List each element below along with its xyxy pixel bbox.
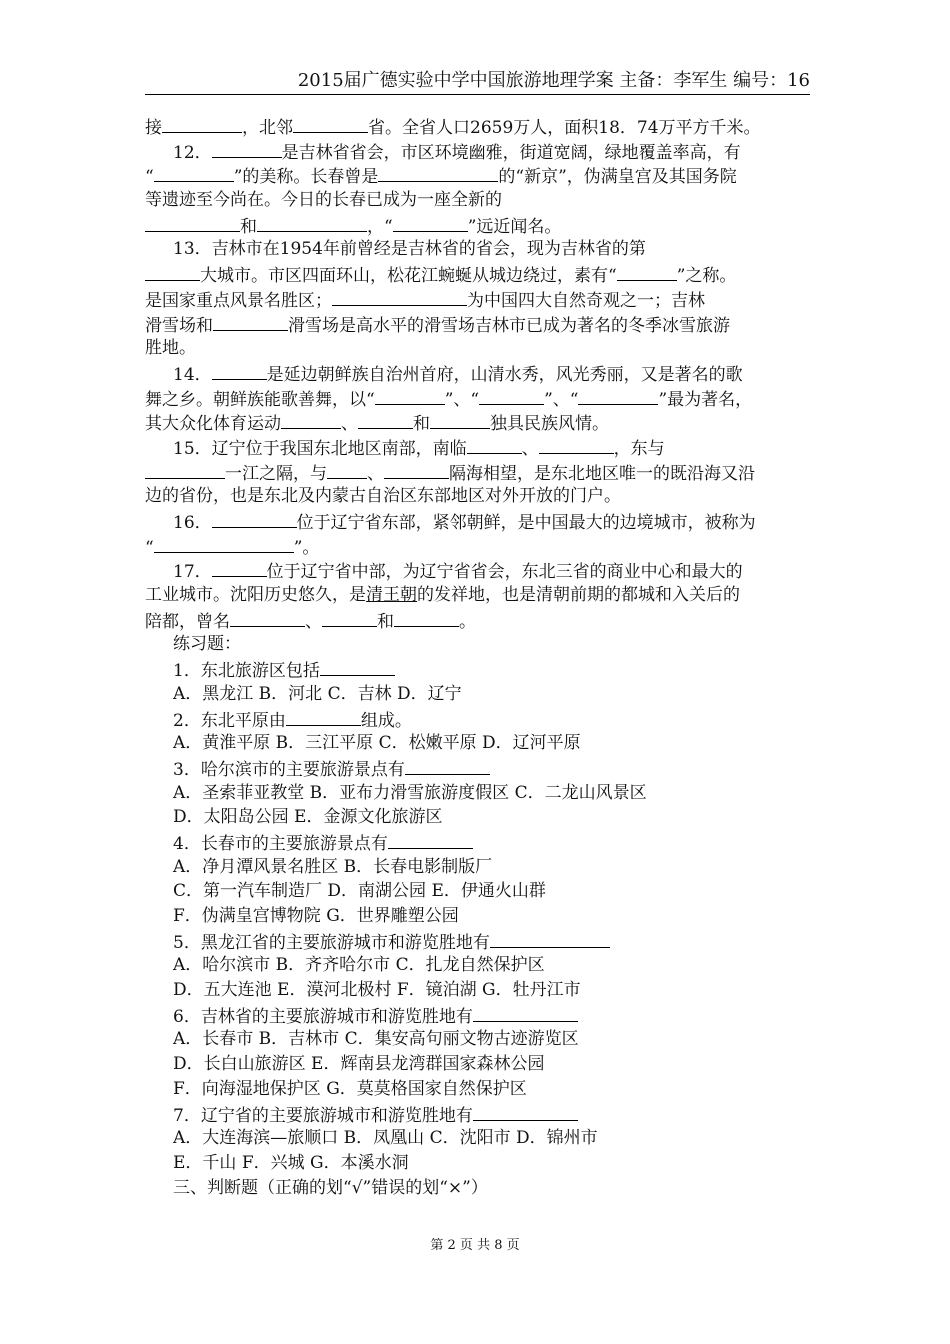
line-text: D．太阳岛公园 E．金源文化旅游区 <box>173 807 443 828</box>
text-line <box>145 312 810 337</box>
line-text: 是国家重点风景名胜区； <box>145 290 332 311</box>
fill-blank[interactable] <box>473 1003 578 1022</box>
fill-blank[interactable] <box>393 213 468 232</box>
fill-blank[interactable] <box>145 460 225 479</box>
line-text: 省。全省人口2659万人，面积18．74万平方千米。 <box>368 118 761 138</box>
fill-blank[interactable] <box>212 509 297 528</box>
line-text: 位于辽宁省中部，为辽宁省省会，东北三省的商业中心和最大的 <box>266 562 743 583</box>
line-text: D．五大连池 E．漠河北极村 F．镜泊湖 G．牡丹江市 <box>173 980 581 1001</box>
text-line <box>145 929 810 954</box>
line-text: 边的省份，也是东北及内蒙古自治区东部地区对外开放的门户。 <box>145 486 621 507</box>
text-line <box>145 756 810 781</box>
line-text: 、 <box>367 463 384 484</box>
line-text: 13．吉林市在1954年前曾经是吉林省的省会，现为吉林省的第 <box>173 239 646 260</box>
line-text: ”远近闻名。 <box>467 216 562 237</box>
text-line <box>145 1126 810 1151</box>
line-text: 14． <box>173 364 212 385</box>
line-text: 接 <box>145 118 162 138</box>
line-text: ”、“ <box>444 389 480 410</box>
page-footer: 第 2 页 共 8 页 <box>430 1238 520 1253</box>
underlined-text: 清王朝 <box>366 585 417 606</box>
fill-blank[interactable] <box>212 361 267 380</box>
fill-blank[interactable] <box>257 213 367 232</box>
fill-blank[interactable] <box>145 213 240 232</box>
line-text: 。 <box>459 611 476 632</box>
line-text: 7．辽宁省的主要旅游城市和游览胜地有 <box>173 1105 473 1126</box>
fill-blank[interactable] <box>327 460 367 479</box>
fill-blank[interactable] <box>467 435 522 454</box>
text-line <box>145 361 810 386</box>
line-text: ”、“ <box>544 389 579 410</box>
line-text: ”之称。 <box>676 266 737 287</box>
fill-blank[interactable] <box>490 929 610 948</box>
text-line <box>145 410 810 435</box>
line-text: 隔海相望，是东北地区唯一的既沿海又沿 <box>449 463 755 484</box>
fill-blank[interactable] <box>320 657 395 676</box>
text-line <box>145 953 810 978</box>
text-line <box>145 978 810 1003</box>
line-text: 和 <box>377 611 394 632</box>
line-text: 17． <box>173 562 212 583</box>
line-text: A．黑龙江 B．河北 C．吉林 D．辽宁 <box>173 683 462 704</box>
line-text: 、 <box>341 414 358 435</box>
fill-blank[interactable] <box>388 830 473 849</box>
line-text: 为中国四大自然奇观之一；吉林 <box>467 290 705 311</box>
line-text: ”的美称。长春曾是 <box>233 167 379 188</box>
text-line <box>145 534 810 559</box>
line-text: ，北邻 <box>242 118 293 138</box>
line-text: ，东与 <box>613 438 665 459</box>
fill-blank[interactable] <box>358 410 413 429</box>
line-text: 3．哈尔滨市的主要旅游景点有 <box>173 759 405 780</box>
line-text: ”最为著名， <box>658 389 753 410</box>
line-text: 的“新京”，伪满皇宫及其国务院 <box>498 167 737 188</box>
text-line <box>145 657 810 682</box>
fill-blank[interactable] <box>293 114 368 133</box>
fill-blank[interactable] <box>394 608 459 627</box>
text-line <box>145 484 810 509</box>
line-text: 2．东北平原由 <box>173 710 286 731</box>
line-text: 独具民族风情。 <box>490 414 609 435</box>
text-line <box>145 632 810 657</box>
fill-blank[interactable] <box>230 608 305 627</box>
text-line <box>145 139 810 164</box>
line-text: 16． <box>173 513 212 533</box>
text-line <box>145 1102 810 1127</box>
text-line <box>145 608 810 633</box>
line-text: 位于辽宁省东部，紧邻朝鲜，是中国最大的边境城市，被称为 <box>296 513 756 533</box>
fill-blank[interactable] <box>162 114 242 133</box>
line-text: A．哈尔滨市 B．齐齐哈尔市 C．扎龙自然保护区 <box>173 955 545 976</box>
line-text: F．向海湿地保护区 G．莫莫格国家自然保护区 <box>173 1078 527 1099</box>
line-text: 一江之隔，与 <box>225 463 327 484</box>
line-text: 、 <box>521 438 539 459</box>
line-text: 舞之乡。朝鲜族能歌善舞，以“ <box>145 389 375 410</box>
line-text: 和 <box>240 216 257 237</box>
line-text: 6．吉林省的主要旅游城市和游览胜地有 <box>173 1006 473 1027</box>
line-text: “ <box>145 167 154 188</box>
text-line <box>145 805 810 830</box>
fill-blank[interactable] <box>473 1102 578 1121</box>
text-line <box>145 336 810 361</box>
text-line <box>145 830 810 855</box>
line-text: 三、判断题（正确的划“√”错误的划“×”） <box>173 1177 488 1198</box>
line-text: 、 <box>305 611 322 632</box>
fill-blank[interactable] <box>286 707 361 726</box>
text-line <box>145 114 810 139</box>
text-line <box>145 879 810 904</box>
text-line <box>145 1027 810 1052</box>
text-line <box>145 188 810 213</box>
fill-blank[interactable] <box>384 460 449 479</box>
fill-blank[interactable] <box>375 386 445 405</box>
line-text: 5．黑龙江省的主要旅游城市和游览胜地有 <box>173 932 490 953</box>
line-text: 胜地。 <box>145 338 196 359</box>
text-line <box>145 386 810 411</box>
text-line <box>145 163 810 188</box>
fill-blank[interactable] <box>281 410 341 429</box>
line-text: ”。 <box>293 537 320 558</box>
text-line <box>145 1077 810 1102</box>
line-text: A．黄淮平原 B．三江平原 C．松嫩平原 D．辽河平原 <box>173 733 581 754</box>
line-text: F．伪满皇宫博物院 G．世界雕塑公园 <box>173 906 459 926</box>
text-line <box>145 1151 810 1176</box>
line-text: A．长春市 B．吉林市 C．集安高句丽文物古迹游览区 <box>173 1029 579 1050</box>
line-text: 15．辽宁位于我国东北地区南部，南临 <box>173 438 467 459</box>
text-line <box>145 731 810 756</box>
text-line <box>145 509 810 534</box>
line-text: A．大连海滨—旅顺口 B．凤凰山 C．沈阳市 D．锦州市 <box>173 1128 598 1149</box>
fill-blank[interactable] <box>154 534 294 553</box>
text-line <box>145 1052 810 1077</box>
fill-blank[interactable] <box>378 163 498 182</box>
fill-blank[interactable] <box>145 262 200 281</box>
line-text: 和 <box>413 414 430 435</box>
line-text: 的发祥地，也是清朝前期的都城和入关后的 <box>417 585 740 606</box>
fill-blank[interactable] <box>154 163 234 182</box>
line-text: 12． <box>173 142 212 163</box>
fill-blank[interactable] <box>212 558 267 577</box>
text-line <box>145 904 810 929</box>
text-line <box>145 435 810 460</box>
fill-blank[interactable] <box>578 386 658 405</box>
fill-blank[interactable] <box>405 756 490 775</box>
text-line <box>145 1176 810 1201</box>
text-line <box>145 262 810 287</box>
line-text: 是延边朝鲜族自治州首府，山清水秀，风光秀丽，又是著名的歌 <box>266 364 743 385</box>
fill-blank[interactable] <box>322 608 377 627</box>
line-text: 1．东北旅游区包括 <box>173 661 320 682</box>
line-text: 是吉林省省会，市区环境幽雅，街道宽阔，绿地覆盖率高，有 <box>281 142 741 163</box>
line-text: 4．长春市的主要旅游景点有 <box>173 833 388 854</box>
text-line <box>145 707 810 732</box>
line-text: E．千山 F．兴城 G．本溪水洞 <box>173 1152 409 1173</box>
line-text: A．圣索菲亚教堂 B．亚布力滑雪旅游度假区 C．二龙山风景区 <box>173 782 647 803</box>
page-header: 2015届广德实验中学中国旅游地理学案 主备：李军生 编号：16 <box>145 68 810 95</box>
line-text: 陪都，曾名 <box>145 611 230 632</box>
line-text: C．第一汽车制造厂 D．南湖公园 E．伊通火山群 <box>173 881 546 902</box>
fill-blank[interactable] <box>479 386 544 405</box>
fill-blank[interactable] <box>212 139 282 158</box>
document-body <box>145 114 810 1200</box>
text-line <box>145 287 810 312</box>
line-text: A．净月潭风景名胜区 B．长春电影制版厂 <box>173 856 493 877</box>
fill-blank[interactable] <box>539 435 614 454</box>
line-text: ，“ <box>367 216 393 237</box>
text-line <box>145 682 810 707</box>
line-text: “ <box>145 537 154 558</box>
line-text: 等遗迹至今尚在。今日的长春已成为一座全新的 <box>145 190 502 211</box>
line-text: 滑雪场是高水平的滑雪场吉林市已成为著名的冬季冰雪旅游 <box>288 315 730 336</box>
text-line <box>145 855 810 880</box>
line-text: 工业城市。沈阳历史悠久，是 <box>145 585 366 606</box>
text-line <box>145 583 810 608</box>
line-text: 练习题： <box>173 634 241 655</box>
fill-blank[interactable] <box>430 410 490 429</box>
line-text: 其大众化体育运动 <box>145 414 281 435</box>
line-text: 组成。 <box>360 710 412 731</box>
text-line <box>145 237 810 262</box>
fill-blank[interactable] <box>617 262 677 281</box>
text-line <box>145 1003 810 1028</box>
fill-blank[interactable] <box>213 312 288 331</box>
text-line <box>145 460 810 485</box>
fill-blank[interactable] <box>332 287 467 306</box>
line-text: 滑雪场和 <box>145 315 213 336</box>
line-text: D．长白山旅游区 E．辉南县龙湾群国家森林公园 <box>173 1054 545 1075</box>
text-line <box>145 558 810 583</box>
text-line <box>145 213 810 238</box>
text-line <box>145 781 810 806</box>
line-text: 大城市。市区四面环山，松花江蜿蜒从城边绕过，素有“ <box>200 266 617 287</box>
